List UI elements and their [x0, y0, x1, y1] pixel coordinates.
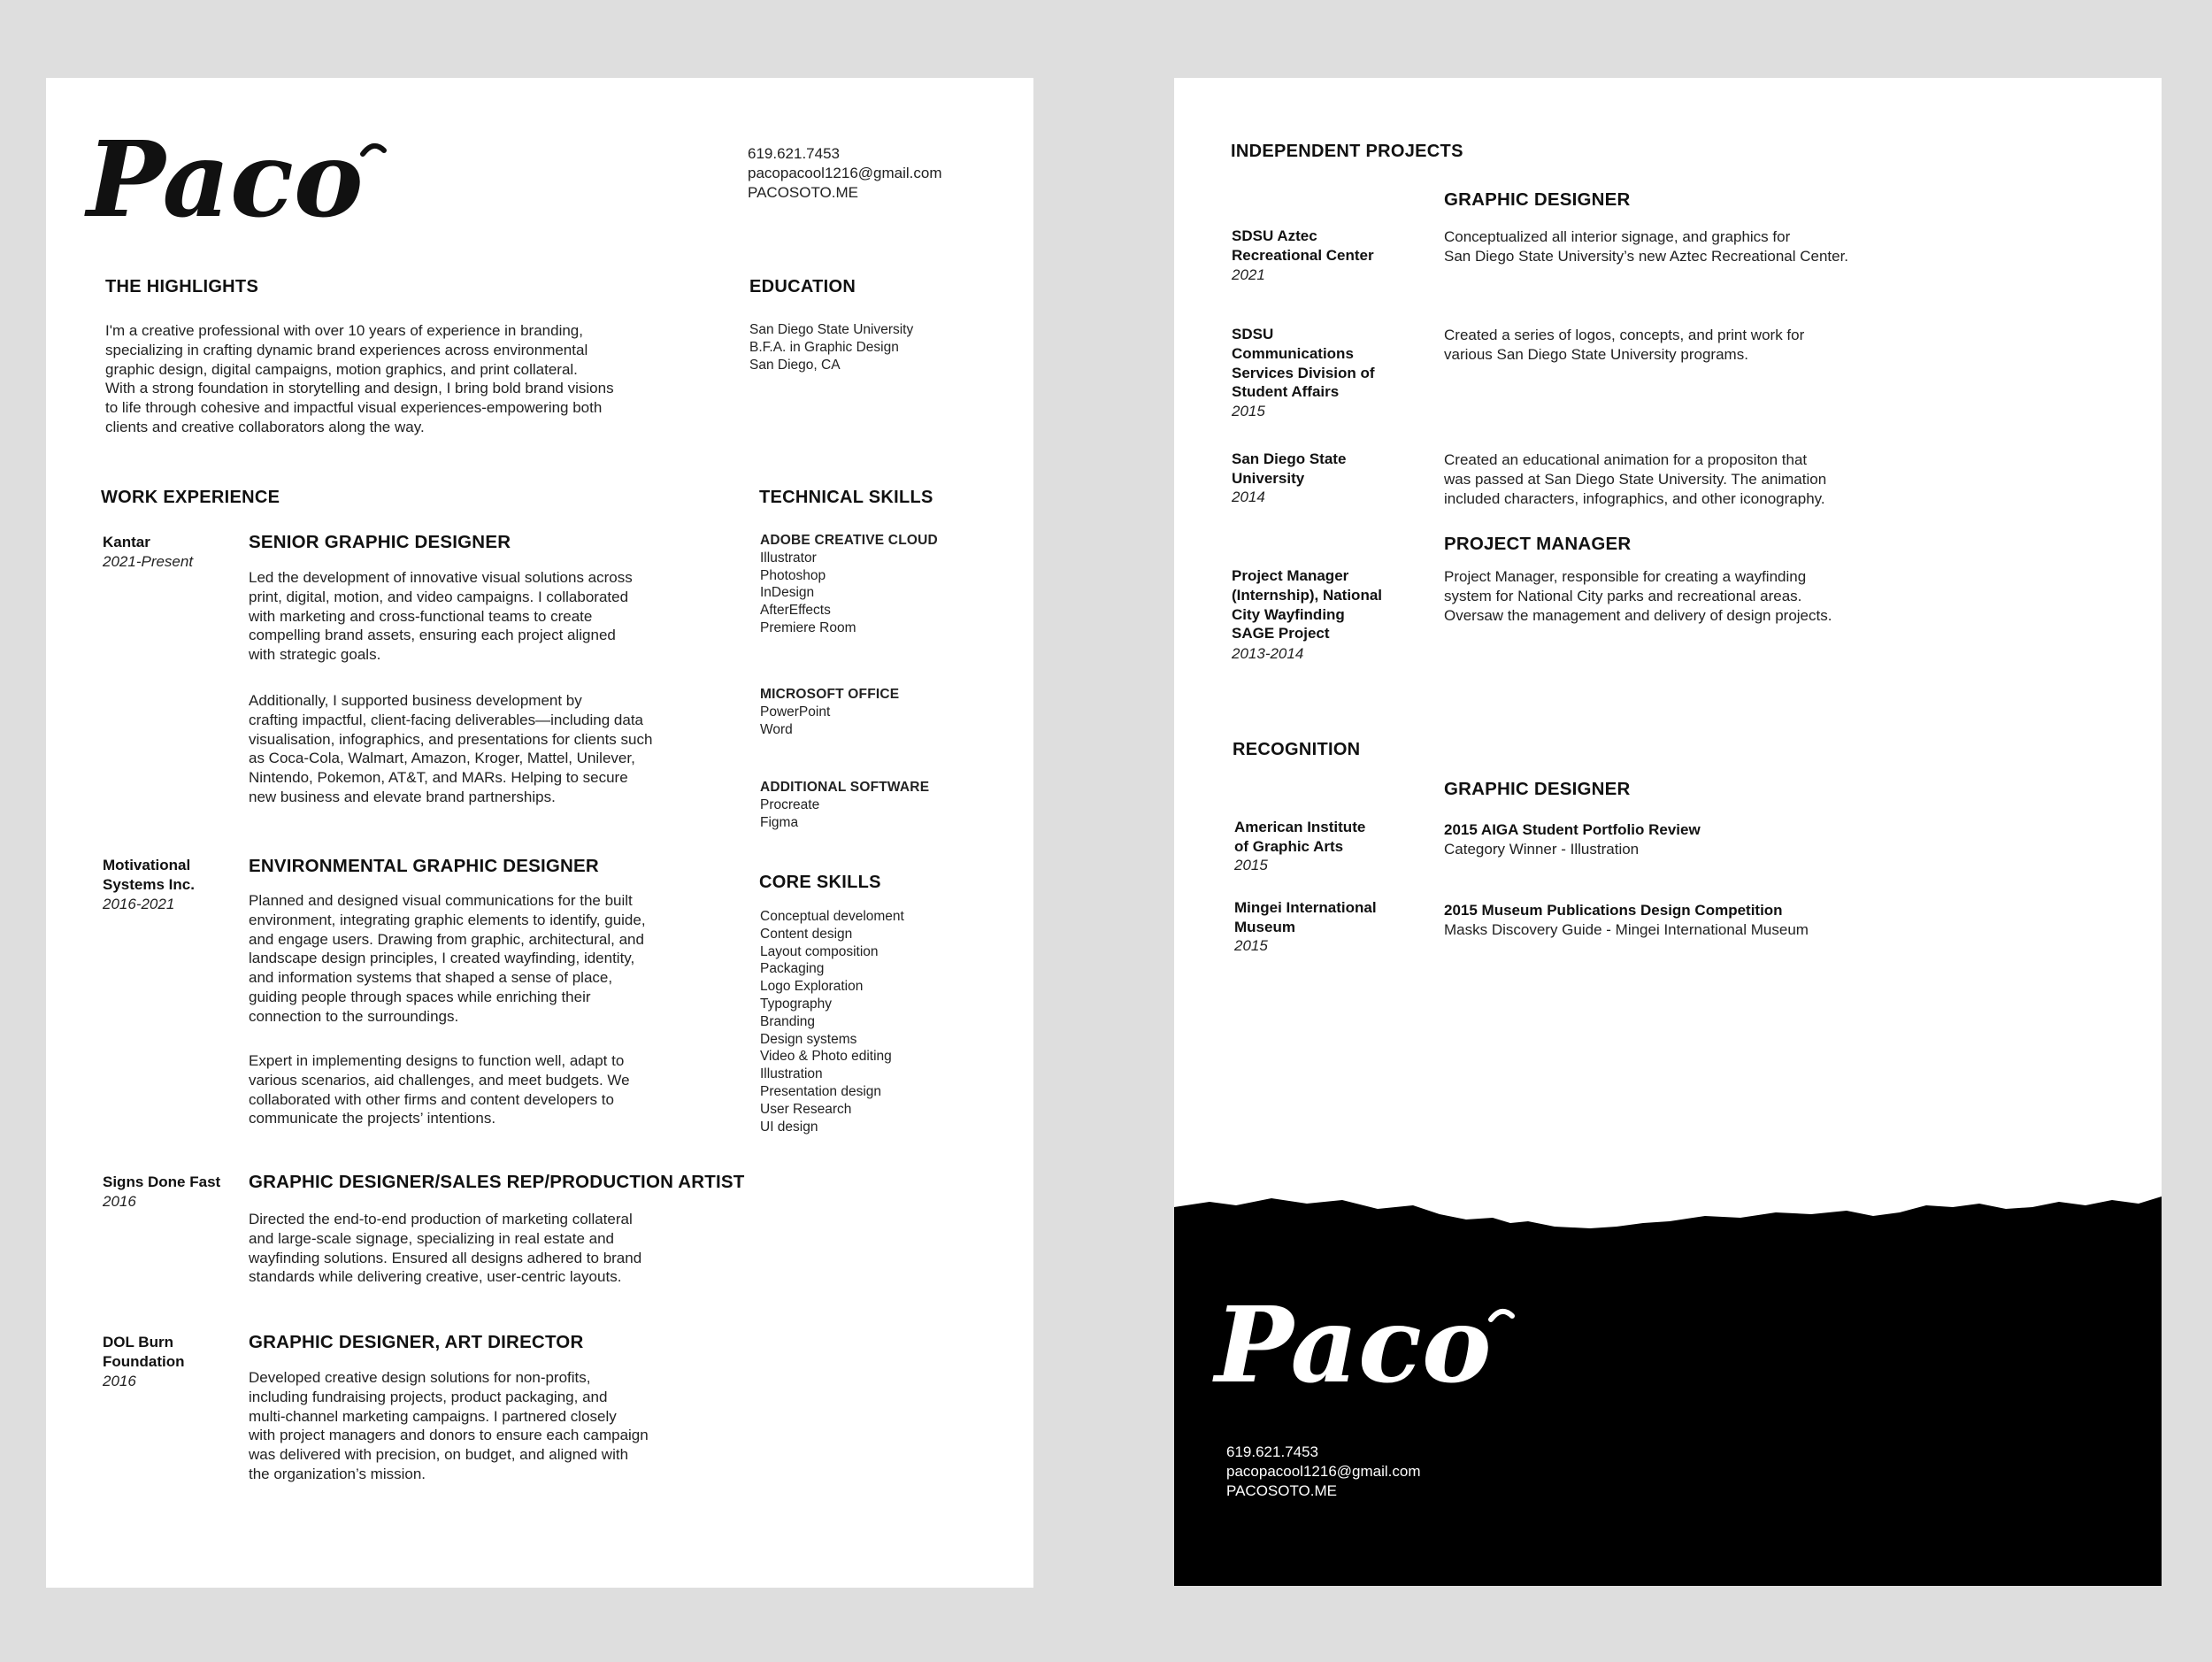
skill-group-microsoft [760, 686, 899, 738]
svg-text:Paco: Paco [1215, 1286, 1492, 1401]
phone-text: 619.621.7453 [748, 145, 840, 162]
skill-item: AfterEffects [760, 603, 831, 619]
job-org: Motivational Systems Inc. [103, 857, 195, 893]
job-years: 2016-2021 [103, 896, 175, 912]
website-link[interactable]: PACOSOTO.ME [748, 184, 859, 201]
job-description: Developed creative design solutions for non-profits, including fundraising projects, product packaging, and multi-channel marketing campaigns. I partnered closely with project managers and donors to ensure each campaign was delivered with precision, on budget, and aligned with the organization’s mission. [249, 1369, 649, 1482]
award-title: 2015 Museum Publications Design Competition [1444, 902, 1783, 919]
education-block [749, 321, 913, 373]
project-org: SDSU Communications Services Division of Student Affairs [1232, 326, 1375, 401]
job-years: 2016 [103, 1373, 136, 1389]
award-detail: Category Winner - Illustration [1444, 841, 1640, 858]
core-skill-item: Layout composition [760, 943, 879, 959]
technical-skills-heading: TECHNICAL SKILLS [759, 488, 933, 507]
core-skill-item: Logo Exploration [760, 979, 864, 995]
project-years: 2014 [1232, 489, 1265, 505]
core-skill-item: Video & Photo editing [760, 1049, 892, 1065]
recognition-role: GRAPHIC DESIGNER [1444, 779, 1631, 799]
email-link[interactable]: pacopacool1216@gmail.com [748, 165, 942, 181]
job-description: Directed the end-to-end production of marketing collateral and large-scale signage, specializing in real estate and wayfinding solutions. Ensured all designs adhered to brand standards while delivering creative, user-centric layouts. [249, 1211, 642, 1286]
project-years: 2015 [1232, 403, 1265, 419]
skill-group-additional [760, 779, 929, 831]
core-skill-item: Conceptual develoment [760, 909, 904, 924]
core-skill-item: Presentation design [760, 1083, 882, 1099]
job-role: SENIOR GRAPHIC DESIGNER [249, 532, 511, 552]
job-role: GRAPHIC DESIGNER, ART DIRECTOR [249, 1332, 584, 1352]
skill-item: Premiere Room [760, 619, 856, 635]
award-org: American Institute of Graphic Arts [1234, 819, 1366, 855]
job-years: 2016 [103, 1193, 136, 1210]
skill-group-title: ADDITIONAL SOFTWARE [760, 780, 930, 795]
skill-item: Procreate [760, 796, 820, 812]
skill-item: Illustrator [760, 550, 817, 566]
skill-group-adobe [760, 532, 938, 637]
job-description: Additionally, I supported business development by crafting impactful, client-facing deliverables—including data visualisation, infographics, and presentations for clients such as Coca-Cola, Walmart, Amazon, Kroger, Mattel, Unilever, Nintendo, Pokemon, AT&T, and MARs. Helping to secure new business and elevate brand partnerships. [249, 692, 653, 805]
footer-phone-text: 619.621.7453 [1226, 1443, 1318, 1460]
contact-block [748, 144, 942, 203]
project-description: Conceptualized all interior signage, and graphics for San Diego State University’s new Aztec Recreational Center. [1444, 228, 1849, 265]
core-skill-item: Design systems [760, 1031, 857, 1047]
project-years: 2021 [1232, 266, 1265, 283]
project-org: Project Manager (Internship), National City Wayfinding SAGE Project [1232, 567, 1382, 642]
job-org: Kantar [103, 534, 150, 550]
core-skill-item: UI design [760, 1119, 818, 1135]
resume-page-1 [46, 78, 1033, 1588]
work-heading: WORK EXPERIENCE [101, 488, 280, 507]
paco-logo-footer [1210, 1286, 1546, 1401]
award-years: 2015 [1234, 857, 1268, 873]
core-skill-item: User Research [760, 1101, 852, 1117]
resume-page-2 [1174, 78, 2162, 1586]
core-skill-item: Packaging [760, 961, 825, 977]
recognition-heading: RECOGNITION [1233, 740, 1361, 759]
job-description: Planned and designed visual communications for the built environment, integrating graphic elements to identify, guide, and engage users. Drawing from graphic, architectural, and landscape design principles, I created wayfinding, identity, and information systems that shaped a sense of place, guiding people through spaces while enriching their connection to the surroundings. [249, 892, 646, 1025]
skill-item: Photoshop [760, 567, 826, 583]
skill-item: Figma [760, 814, 799, 830]
award-years: 2015 [1234, 937, 1268, 954]
education-degree: B.F.A. in Graphic Design [749, 339, 899, 355]
award-detail: Masks Discovery Guide - Mingei International Museum [1444, 921, 1809, 938]
job-description: Led the development of innovative visual solutions across print, digital, motion, and video campaigns. I collaborated with marketing and cross-functional teams to create compelling brand assets, ensuring each project aligned with strategic goals. [249, 569, 633, 664]
core-skill-item: Content design [760, 926, 853, 942]
footer-website-link[interactable]: PACOSOTO.ME [1226, 1482, 1338, 1499]
project-org: SDSU Aztec Recreational Center [1232, 227, 1374, 264]
project-years: 2013-2014 [1232, 645, 1304, 662]
project-description: Created an educational animation for a propositon that was passed at San Diego State University. The animation included characters, infographics, and other iconography. [1444, 451, 1827, 507]
paco-logo [81, 120, 418, 235]
footer-email-link[interactable]: pacopacool1216@gmail.com [1226, 1463, 1421, 1480]
project-description: Project Manager, responsible for creating a wayfinding system for National City parks and recreational areas. Oversaw the management and delivery of design projects. [1444, 568, 1832, 624]
job-org: Signs Done Fast [103, 1173, 221, 1190]
job-role: GRAPHIC DESIGNER/SALES REP/PRODUCTION ARTIST [249, 1172, 745, 1192]
core-skill-item: Branding [760, 1013, 816, 1029]
skill-item: InDesign [760, 585, 815, 601]
education-school: San Diego State University [749, 322, 914, 337]
footer-contact-block [1226, 1443, 1421, 1501]
job-description: Expert in implementing designs to function well, adapt to various scenarios, aid challenges, and meet budgets. We collaborated with other firms and content developers to communicate the projects’ intentions. [249, 1052, 630, 1127]
education-heading: EDUCATION [749, 277, 856, 296]
core-skill-item: Typography [760, 996, 832, 1012]
job-org: DOL Burn Foundation [103, 1334, 185, 1370]
skill-group-title: MICROSOFT OFFICE [760, 687, 900, 702]
highlights-heading: THE HIGHLIGHTS [105, 277, 259, 296]
award-title: 2015 AIGA Student Portfolio Review [1444, 821, 1701, 838]
core-skills-heading: CORE SKILLS [759, 873, 881, 892]
skill-item: PowerPoint [760, 704, 831, 719]
project-org: San Diego State University [1232, 450, 1347, 487]
education-location: San Diego, CA [749, 357, 841, 373]
job-years: 2021-Present [103, 553, 194, 570]
skill-item: Word [760, 721, 793, 737]
independent-projects-heading: INDEPENDENT PROJECTS [1231, 142, 1463, 161]
core-skill-item: Illustration [760, 1066, 823, 1082]
job-role: ENVIRONMENTAL GRAPHIC DESIGNER [249, 856, 599, 876]
skill-group-title: ADOBE CREATIVE CLOUD [760, 533, 938, 548]
svg-text:Paco: Paco [87, 120, 364, 235]
project-role: GRAPHIC DESIGNER [1444, 189, 1631, 210]
project-role: PROJECT MANAGER [1444, 534, 1632, 554]
core-skills-list [760, 908, 904, 1135]
project-description: Created a series of logos, concepts, and print work for various San Diego State University programs. [1444, 327, 1805, 363]
award-org: Mingei International Museum [1234, 899, 1377, 935]
highlights-text: I'm a creative professional with over 10 years of experience in branding, specializing in crafting dynamic brand experiences across environmental graphic design, digital campaigns, motion graphics, and print collateral. With a strong foundation in storytelling and design, I bring bold brand visions to life through cohesive and impactful visual experiences-empowering both clients and creative collaborators along the way. [105, 322, 614, 435]
